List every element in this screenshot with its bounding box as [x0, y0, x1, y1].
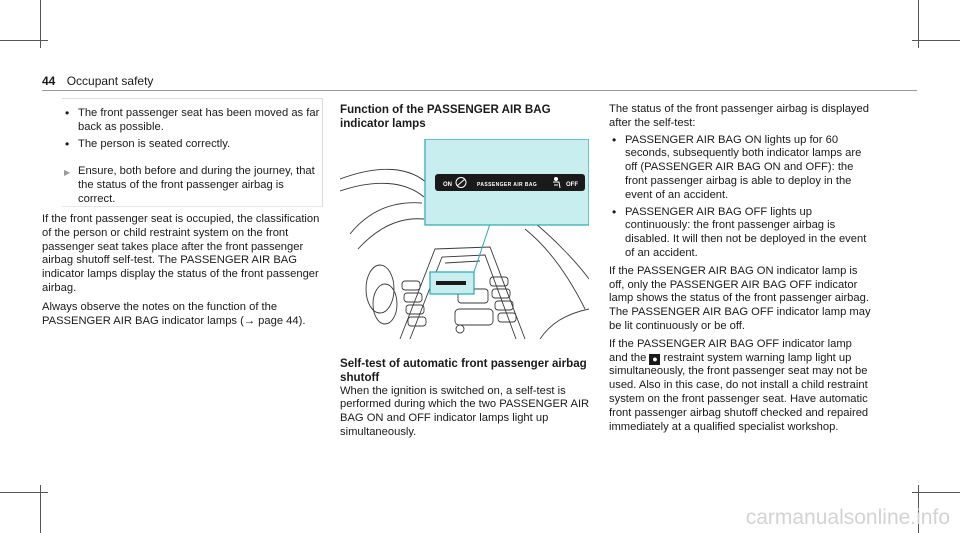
instruction-step: ▶ Ensure, both before and during the journey, that the status of the front passenger airbag is correct.	[62, 165, 324, 206]
list-item: • The front passenger seat has been moved as far back as possible.	[62, 107, 324, 135]
airbag-on-label: ON	[443, 182, 452, 188]
passenger-airbag-label: PASSENGER AIR BAG	[477, 182, 538, 188]
column-1	[62, 107, 324, 207]
restraint-system-warning-icon: ●	[649, 354, 660, 365]
list-item: • PASSENGER AIR BAG OFF lights up continuously: the front passenger airbag is disabled. It will then not be deployed in the event of an accident.	[609, 206, 871, 261]
section-heading: Self-test of automatic front passenger airbag shutoff	[340, 357, 587, 384]
list-item: • The person is seated correctly.	[62, 138, 324, 152]
section-heading: Function of the PASSENGER AIR BAG indicator lamps	[340, 103, 551, 130]
crop-mark	[912, 492, 960, 493]
console-drawing	[340, 139, 589, 345]
list-item: • PASSENGER AIR BAG ON lights up for 60 seconds, subsequently both indicator lamps are off (PASSENGER AIR BAG ON and OFF): the front passenger airbag is able to deploy in the event of an accident.	[609, 134, 871, 203]
page-header	[42, 74, 153, 88]
crop-mark	[912, 40, 960, 41]
paragraph: The status of the front passenger airbag is displayed after the self-test:	[609, 103, 869, 129]
column-3	[609, 103, 871, 434]
column-2-heading	[340, 103, 592, 131]
paragraph-text: restraint system warning lamp light up simultaneously, the front passenger seat may not be used. Also in this case, do not install a child restraint system on the front passenger seat. Have automatic front passenger airbag shutoff checked and repaired immediately at a qualified specialist workshop.	[609, 351, 869, 433]
paragraph: When the ignition is switched on, a self-test is performed during which the two PASSENGER AIR BAG ON and OFF indicator lamps light up simultaneously.	[340, 384, 590, 438]
page-number: 44	[42, 74, 56, 88]
crop-mark	[0, 40, 48, 41]
column-2-text	[340, 357, 592, 440]
paragraph: If the front passenger seat is occupied, the classification of the person or child restraint system on the front passenger seat takes place after the front passenger airbag shutoff self-test. The PASSENGER AIR BAG indicator lamps display the status of the front passenger airbag.	[42, 213, 320, 294]
airbag-off-icon	[554, 177, 558, 181]
dashboard-illustration	[340, 139, 589, 345]
column-1-text	[42, 213, 325, 328]
paragraph-text: If the PASSENGER AIR BAG OFF indicator lamp and the	[609, 337, 852, 364]
crop-mark	[0, 492, 48, 493]
airbag-off-label: OFF	[566, 182, 578, 188]
paragraph: Always observe the notes on the function of the PASSENGER AIR BAG indicator lamps (→ page 44).	[42, 300, 306, 327]
paragraph: If the PASSENGER AIR BAG ON indicator lamp is off, only the PASSENGER AIR BAG OFF indicator lamp shows the status of the front passenger airbag. The PASSENGER AIR BAG OFF indicator lamp may be lit continuously or be off.	[609, 264, 871, 332]
paragraph	[609, 338, 871, 435]
watermark: carmanualsonline.info	[745, 506, 950, 529]
section-title: Occupant safety	[66, 74, 154, 88]
header-divider	[42, 90, 917, 91]
